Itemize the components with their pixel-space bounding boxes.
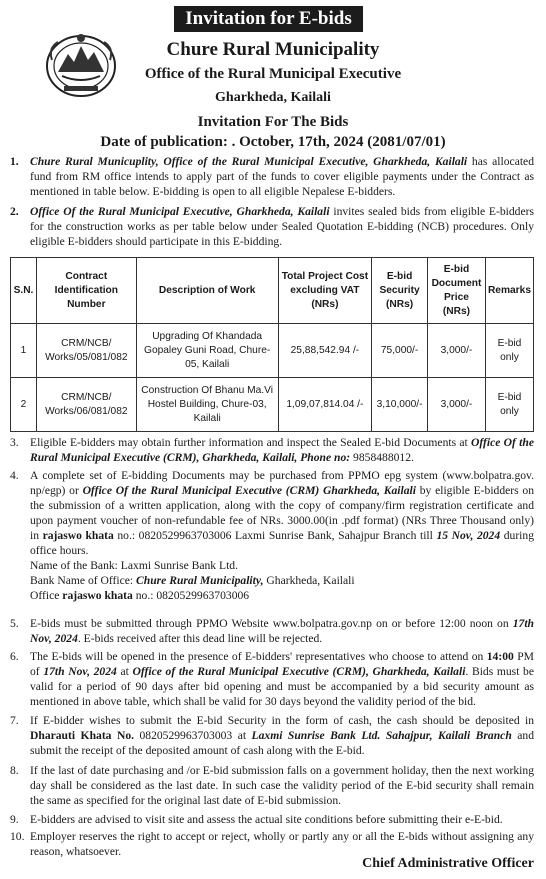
clause-number: 10.	[10, 830, 25, 843]
notice-banner: Invitation for E-bids	[174, 6, 363, 32]
office-name: Office of the Rural Municipal Executive	[144, 66, 402, 82]
clause-10: 10. Employer reserves the right to accept or reject, wholly or partly any or all the E-bids without assigning any reason, whatsoever.	[10, 830, 534, 858]
clause-number: 8.	[10, 764, 19, 777]
clause-number: 4.	[10, 469, 19, 482]
clause-number: 2.	[10, 205, 19, 218]
signature-title: Chief Administrative Officer	[362, 856, 534, 871]
clause-number: 1.	[10, 155, 19, 168]
clause-4: 4. A complete set of E-bidding Documents may be purchased from PPMO epg system (www.bolpatra.gov. np/egp) or Office Of the Rural Municipal Executive (CRM) Gharkheda, Kailali by eligible E-bidders on the submission of a written application, along with the copy of company/firm registration certificate and upon payment voucher of non-refundable fee of NRs. 3000.00(in .pdf format) (NRs Three Thousand only) in rajaswo khata no.: 0820529963703006 Laxmi Sunrise Bank, Sahajpur Branch till 15 Nov, 2024 during office hours. Name of the Bank: Laxmi Sunrise Bank Ltd. Bank Name of Office: Chure Rural Municipality, Gharkheda, Kailali Office rajaswo khata no.: 0820529963703006	[10, 469, 534, 602]
nepal-emblem-icon	[44, 26, 118, 100]
table-row: 2 CRM/NCB/ Works/06/081/082 Construction Of Bhanu Ma.Vi Hostel Building, Chure-03, Kailali 1,09,07,814.04 /- 3,10,000/- 3,000/- E-bid only	[11, 378, 534, 432]
table-row: 1 CRM/NCB/ Works/05/081/082 Upgrading Of Khandada Gopaley Guni Road, Chure-05, Kailali 25,88,542.94 /- 75,000/- 3,000/- E-bid only	[11, 324, 534, 378]
clause-number: 5.	[10, 617, 19, 630]
table-header-row	[11, 258, 534, 324]
header-description: Description of Work	[136, 258, 278, 324]
clause-number: 7.	[10, 714, 19, 727]
clause-8: 8. If the last of date purchasing and /or E-bid submission falls on a government holiday, then the next working day shall be considered as the last date. In such case the validity period of the E-bid security shall remain the same as specified for the original last date of E-bid submission.	[10, 764, 534, 807]
location: Gharkheda, Kailali	[215, 90, 331, 105]
account-line: Office rajaswo khata no.: 0820529963703006	[30, 589, 250, 602]
clause-2: 2. Office Of the Rural Municipal Executive, Gharkheda, Kailali invites sealed bids from eligible E-bidders for the construction works as per table below under Sealed Quotation E-bidding (NCB) procedures. Only eligible E-bidders should participate in this E-bidding.	[10, 205, 535, 248]
clause-6: 6. The E-bids will be opened in the presence of E-bidders' representatives who choose to attend on 14:00 PM of 17th Nov, 2024 at Office of the Rural Municipal Executive (CRM), Gharkheda, Kailali. Bids must be valid for a period of 90 days after bid opening and must be accompanied by a bid security amount as mentioned in above table, which shall be valid for 30 days beyond the validity period of the bid.	[10, 650, 534, 708]
clause-3: 3. Eligible E-bidders may obtain further information and inspect the Sealed E-bid Documents at Office Of the Rural Municipal Executive (CRM), Gharkheda, Kailali, Phone no: 9858488012.	[10, 436, 534, 464]
bank-name-line: Name of the Bank: Laxmi Sunrise Bank Ltd.	[30, 559, 239, 572]
header-project-cost: Total Project Cost excluding VAT (NRs)	[278, 258, 371, 324]
bank-office-line: Bank Name of Office: Chure Rural Municipality, Gharkheda, Kailali	[30, 574, 355, 587]
header-sn: S.N.	[11, 258, 37, 324]
header-contract-id: Contract Identification Number	[36, 258, 136, 324]
bid-table	[10, 257, 534, 432]
header-document-price: E-bid Document Price (NRs)	[428, 258, 486, 324]
clause-5: 5. E-bids must be submitted through PPMO Website www.bolpatra.gov.np on or before 12:00 noon on 17th Nov, 2024. E-bids received after this dead line will be rejected.	[10, 617, 534, 645]
clause-7: 7. If E-bidder wishes to submit the E-bid Security in the form of cash, the cash should be deposited in Dharauti Khata No. 0820529963703003 at Laxmi Sunrise Bank Ltd. Sahajpur, Kailali Branch and submit the receipt of the deposited amount of cash along with the E-bid.	[10, 714, 534, 757]
header-bid-security: E-bid Security (NRs)	[372, 258, 428, 324]
clause-number: 6.	[10, 650, 19, 663]
municipality-name: Chure Rural Municipality	[166, 39, 380, 60]
header-remarks: Remarks	[485, 258, 533, 324]
clause-1: 1. Chure Rural Municuplity, Office of the Rural Municipal Executive, Gharkheda, Kailali has allocated fund from RM office intends to apply part of the funds to cover eligible payments under the Contract as mentioned in table below. E-bidding is open to all eligible Nepalese E-bidders.	[10, 155, 535, 198]
clause-number: 9.	[10, 813, 19, 826]
clause-number: 3.	[10, 436, 19, 449]
clause-9: 9. E-bidders are advised to visit site and assess the actual site conditions before submitting their e-E-bid.	[10, 813, 503, 826]
notice-title: Invitation For The Bids	[197, 114, 349, 130]
publication-date: Date of publication: . October, 17th, 2024 (2081/07/01)	[100, 134, 446, 150]
